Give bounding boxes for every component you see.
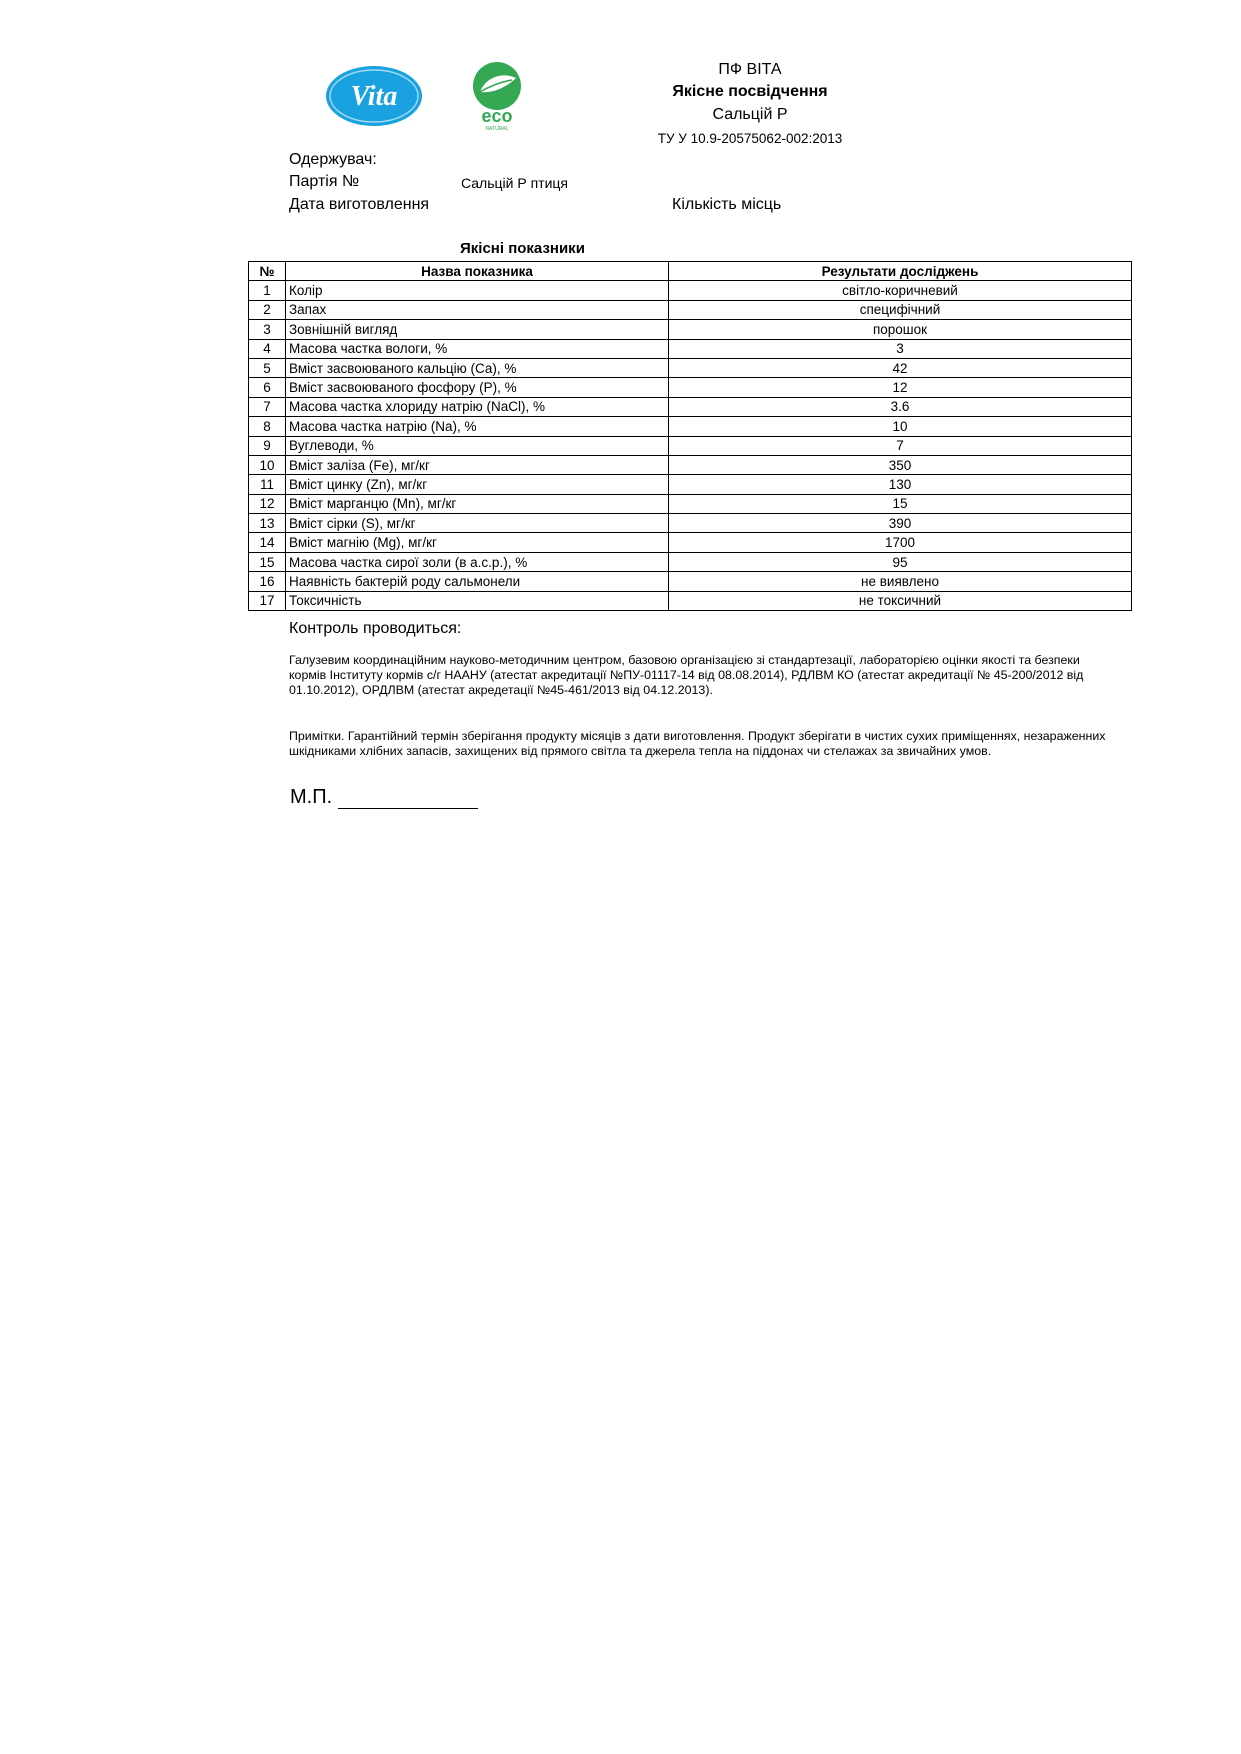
row-number: 17 — [249, 591, 286, 610]
table-row — [249, 339, 1132, 358]
row-number: 16 — [249, 572, 286, 591]
row-indicator: Масова частка натрію (Na), % — [286, 417, 669, 436]
row-result: порошок — [669, 320, 1132, 339]
row-result: світло-коричневий — [669, 281, 1132, 300]
row-indicator: Вміст заліза (Fe), мг/кг — [286, 455, 669, 474]
row-indicator: Вміст засвоюваного фосфору (Р), % — [286, 378, 669, 397]
stamp-label: М.П. — [290, 786, 333, 808]
row-indicator: Зовнішній вигляд — [286, 320, 669, 339]
quality-table — [248, 261, 1132, 611]
signature-line — [338, 788, 478, 809]
batch-label: Партія № — [289, 173, 360, 190]
row-number: 4 — [249, 339, 286, 358]
table-row — [249, 397, 1132, 416]
table-row — [249, 591, 1132, 610]
product-name: Сальцій Р — [712, 106, 788, 123]
row-number: 15 — [249, 552, 286, 571]
table-row — [249, 378, 1132, 397]
row-indicator: Вміст цинку (Zn), мг/кг — [286, 475, 669, 494]
table-row — [249, 572, 1132, 591]
row-result: 10 — [669, 417, 1132, 436]
row-indicator: Масова частка вологи, % — [286, 339, 669, 358]
row-number: 2 — [249, 300, 286, 319]
table-row — [249, 358, 1132, 377]
row-result: специфічний — [669, 300, 1132, 319]
row-result: 130 — [669, 475, 1132, 494]
vita-logo — [324, 64, 424, 128]
row-indicator: Вміст сірки (S), мг/кг — [286, 514, 669, 533]
table-row — [249, 436, 1132, 455]
table-row — [249, 281, 1132, 300]
eco-logo — [466, 60, 528, 132]
row-number: 9 — [249, 436, 286, 455]
svg-text:NATURAL: NATURAL — [485, 126, 509, 132]
row-indicator: Запах — [286, 300, 669, 319]
row-number: 14 — [249, 533, 286, 552]
table-row — [249, 320, 1132, 339]
table-row — [249, 475, 1132, 494]
row-result: 390 — [669, 514, 1132, 533]
row-result: 95 — [669, 552, 1132, 571]
row-number: 11 — [249, 475, 286, 494]
row-indicator: Вміст магнію (Mg), мг/кг — [286, 533, 669, 552]
row-result: 350 — [669, 455, 1132, 474]
table-caption: Якісні показники — [460, 240, 585, 257]
row-result: 3 — [669, 339, 1132, 358]
row-number: 13 — [249, 514, 286, 533]
row-indicator: Токсичність — [286, 591, 669, 610]
row-result: 1700 — [669, 533, 1132, 552]
table-row — [249, 533, 1132, 552]
places-count-label: Кількість місць — [672, 196, 782, 213]
row-number: 5 — [249, 358, 286, 377]
control-text: Галузевим координаційним науково-методичним центром, базовою організацією зі стандартезації, лабораторією оцінки якості та безпеки кормів Інституту кормів с/г НААНУ (атестат акредитації №ПУ-01117-14 від 08.08.2014), РДЛВМ КО (атестат акредитації № 45-200/2012 від 01.10.2012), ОРДЛВМ (атестат акредетації №45-461/2013 від 04.12.2013). — [289, 653, 1084, 697]
row-result: не токсичний — [669, 591, 1132, 610]
row-result: 12 — [669, 378, 1132, 397]
table-row — [249, 514, 1132, 533]
row-number: 3 — [249, 320, 286, 339]
svg-text:eco: eco — [481, 106, 513, 126]
batch-value: Сальцій Р птиця — [461, 175, 568, 191]
row-result: 15 — [669, 494, 1132, 513]
production-date-label: Дата виготовлення — [289, 196, 430, 213]
table-row — [249, 300, 1132, 319]
row-number: 12 — [249, 494, 286, 513]
document-title: Якісне посвідчення — [672, 83, 828, 100]
row-indicator: Вуглеводи, % — [286, 436, 669, 455]
row-number: 8 — [249, 417, 286, 436]
row-result: 7 — [669, 436, 1132, 455]
header-indicator: Назва показника — [286, 262, 669, 281]
recipient-label: Одержувач: — [289, 151, 377, 168]
row-indicator: Масова частка хлориду натрію (NaCl), % — [286, 397, 669, 416]
row-result: 42 — [669, 358, 1132, 377]
table-row — [249, 552, 1132, 571]
stamp-placeholder — [290, 786, 478, 809]
table-row — [249, 417, 1132, 436]
spec-number: ТУ У 10.9-20575062-002:2013 — [657, 131, 843, 146]
row-result: не виявлено — [669, 572, 1132, 591]
table-header-row — [249, 262, 1132, 281]
row-number: 10 — [249, 455, 286, 474]
row-number: 6 — [249, 378, 286, 397]
company-name: ПФ ВІТА — [718, 61, 782, 78]
row-indicator: Наявність бактерій роду сальмонели — [286, 572, 669, 591]
row-result: 3.6 — [669, 397, 1132, 416]
row-number: 7 — [249, 397, 286, 416]
table-row — [249, 455, 1132, 474]
header-number: № — [249, 262, 286, 281]
table-row — [249, 494, 1132, 513]
note-text: Примітки. Гарантійний термін зберігання продукту місяців з дати виготовлення. Продукт зберігати в чистих сухих приміщеннях, незараженних шкідниками хлібних запасів, захищених від прямого світла та джерела тепла на піддонах чи стелажах за звичайних умов. — [289, 729, 1106, 758]
svg-text:Vita: Vita — [350, 81, 398, 112]
row-indicator: Вміст засвоюваного кальцію (Са), % — [286, 358, 669, 377]
row-indicator: Колір — [286, 281, 669, 300]
row-number: 1 — [249, 281, 286, 300]
control-title: Контроль проводиться: — [289, 620, 462, 637]
row-indicator: Масова частка сирої золи (в а.с.р.), % — [286, 552, 669, 571]
row-indicator: Вміст марганцю (Mn), мг/кг — [286, 494, 669, 513]
header-results: Результати досліджень — [669, 262, 1132, 281]
